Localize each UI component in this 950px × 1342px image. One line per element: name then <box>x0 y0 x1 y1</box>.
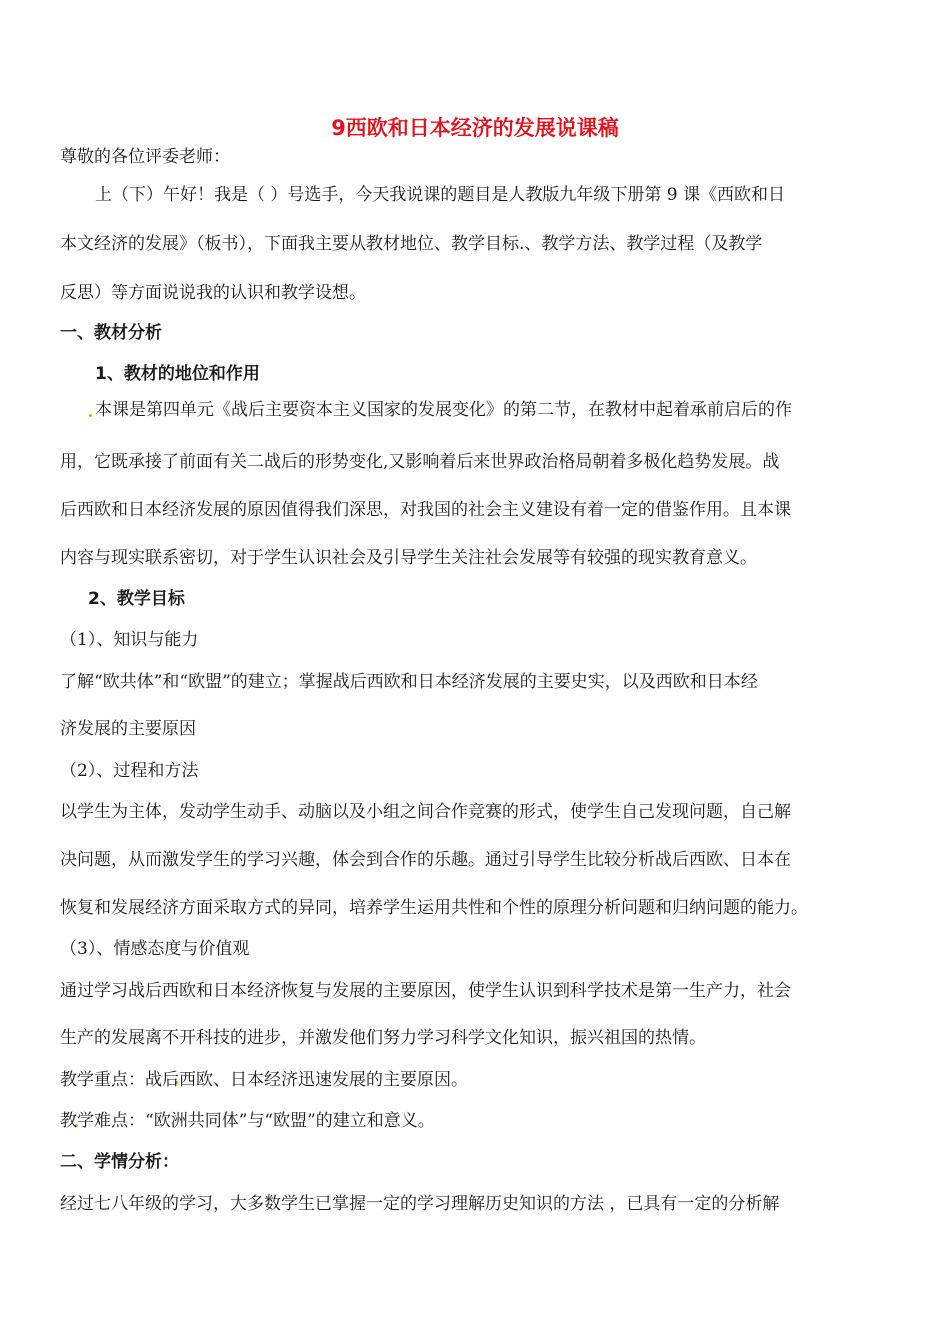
position-line-4: 内容与现实联系密切，对于学生认识社会及引导学生关注社会发展等有较强的现实教育意义。 <box>60 548 757 568</box>
learner-analysis-line-1: 经过七八年级的学习，大多数学生已掌握一定的学习理解历史知识的方法 ，已具有一定的分析解 <box>60 1194 780 1214</box>
intro-line-3: 反思）等方面说说我的认识和教学设想。 <box>60 283 366 303</box>
document-title: 9西欧和日本经济的发展说课稿 <box>331 116 619 140</box>
goal-2-line-2: 决问题，从而激发学生的学习兴趣，体会到合作的乐趣。通过引导学生比较分析战后西欧、日本在 <box>60 850 791 870</box>
goal-1-heading: （1）、知识与能力 <box>60 630 199 650</box>
subsection-1-heading: 1、教材的地位和作用 <box>95 364 260 384</box>
goal-2-line-1: 以学生为主体，发动学生动手、动脑以及小组之间合作竞赛的形式，使学生自己发现问题，自己解 <box>60 802 791 822</box>
intro-line-2: 本文经济的发展》（板书），下面我主要从教材地位、教学目标.、教学方法、教学过程（及教学 <box>60 234 763 254</box>
marker-dot <box>89 414 92 417</box>
difficulty: 教学难点：“欧洲共同体”与“欧盟”的建立和意义。 <box>60 1111 435 1131</box>
greeting: 尊敬的各位评委老师： <box>60 147 230 167</box>
goal-2-heading: （2）、过程和方法 <box>60 761 199 781</box>
goal-1-line-2: 济发展的主要原因 <box>60 719 196 739</box>
position-line-3: 后西欧和日本经济发展的原因值得我们深思，对我国的社会主义建设有着一定的借鉴作用。且本课 <box>60 500 791 520</box>
goal-3-line-2: 生产的发展离不开科技的进步，并激发他们努力学习科学文化知识，振兴祖国的热情。 <box>60 1028 706 1048</box>
key-point: 教学重点：战后西欧、日本经济迅速发展的主要原因。 <box>60 1070 468 1090</box>
goal-3-line-1: 通过学习战后西欧和日本经济恢复与发展的主要原因，使学生认识到科学技术是第一生产力，社会 <box>60 981 791 1001</box>
subsection-2-heading: 2、教学目标 <box>88 589 185 609</box>
section-2-heading: 二、学情分析： <box>60 1152 179 1172</box>
goal-1-line-1: 了解“欧共体”和“欧盟”的建立；掌握战后西欧和日本经济发展的主要史实，以及西欧和日本经 <box>60 672 758 692</box>
position-line-1: 本课是第四单元《战后主要资本主义国家的发展变化》的第二节，在教材中起着承前启后的作 <box>95 400 792 420</box>
intro-line-1: 上（下）午好！我是（ ）号选手，今天我说课的题目是人教版九年级下册第 9 课《西欧和日 <box>95 185 786 205</box>
position-line-2: 用，它既承接了前面有关二战后的形势变化,又影响着后来世界政治格局朝着多极化趋势发展。战 <box>60 452 780 472</box>
goal-3-heading: （3）、情感态度与价值观 <box>60 939 250 959</box>
section-1-heading: 一、教材分析 <box>60 323 162 343</box>
goal-2-line-3: 恢复和发展经济方面采取方式的异同，培养学生运用共性和个性的原理分析问题和归纳问题的能力。 <box>60 898 808 918</box>
